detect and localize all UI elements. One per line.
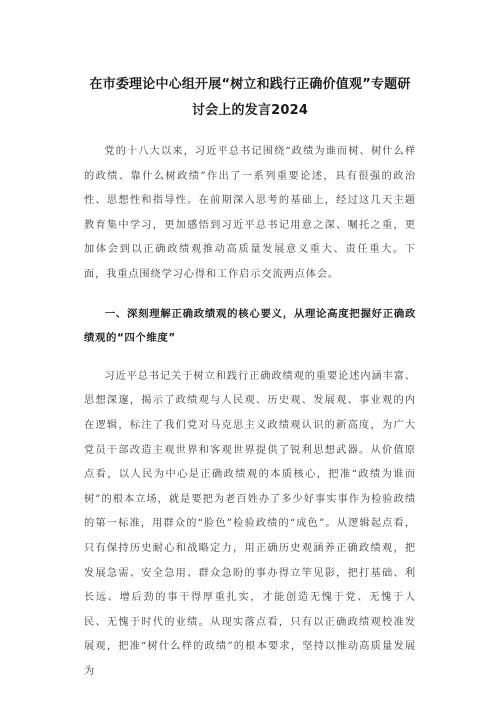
document-title — [84, 72, 416, 124]
title-line-1: 在市委理论中心组开展“树立和践行正确价值观”专题研 — [89, 77, 411, 92]
intro-paragraph: 党的十八大以来，习近平总书记围绕“政绩为谁而树、树什么样的政绩、靠什么树政绩”作出了一系列重要论述，具有很强的政治性、思想性和指导性。在前期深入思考的基础上，经过这几天主题教育集中学习，更加感悟到习近平总书记用意之深、嘱托之重，更加体会到以正确政绩观推动高质量发展意义重大、责任重大。下面，我重点围绕学习心得和工作启示交流两点体会。 — [84, 146, 416, 280]
section-heading-1: 一、深刻理解正确政绩观的核心要义，从理论高度把握好正确政绩观的“四个维度” — [84, 307, 416, 345]
title-line-2: 讨会上的发言2024 — [191, 103, 309, 118]
body-paragraph: 习近平总书记关于树立和践行正确政绩观的重要论述内涵丰富、思想深邃，揭示了政绩观与人民观、历史观、发展观、事业观的内在逻辑，标注了我们党对马克思主义政绩观认识的新高度，为广大党员干部改造主观世界和客观世界提供了锐利思想武器。从价值原点看，以人民为中心是正确政绩观的本质核心，把准“政绩为谁而树”的根本立场，就是要把为老百姓办了多少好事实事作为检验政绩的第一标准，用群众的“脸色”检验政绩的“成色”。从逻辑起点看，只有保持历史耐心和战略定力，用正确历史观涵养正确政绩观，把发展急需、安全急用、群众急盼的事办得立竿见影，把打基础、利长远、增后劲的事干得厚重扎实，才能创造无愧于党、无愧于人民、无愧于时代的业绩。从现实落点看，只有以正确政绩观校准发展观，把准“树什么样的政绩”的根本要求，坚持以推动高质量发展为 — [84, 370, 416, 677]
